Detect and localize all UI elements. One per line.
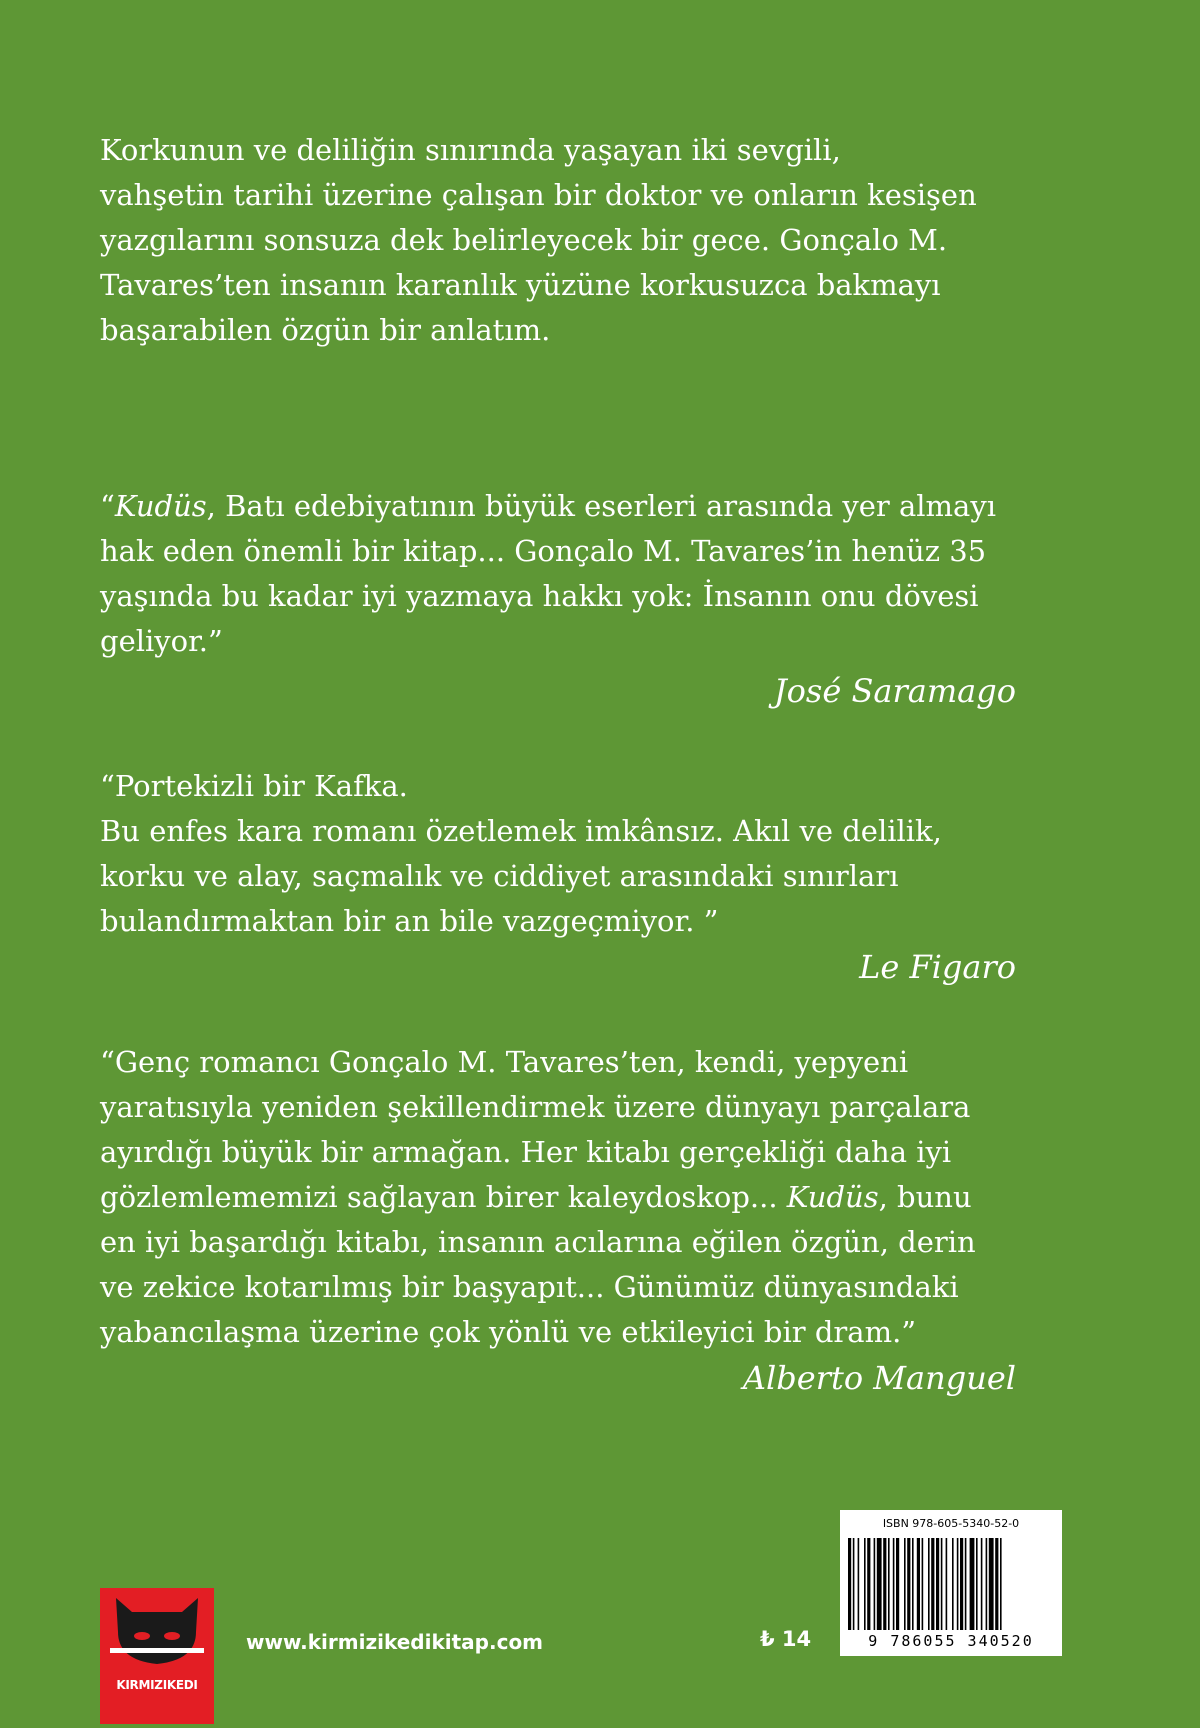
quote-text: hak eden önemli bir kitap... Gonçalo M. Tavares’in henüz 35 xyxy=(100,534,987,568)
quote-line xyxy=(100,1265,1020,1310)
book-title-italic: Kudüs xyxy=(786,1180,879,1214)
quote-text: korku ve alay, saçmalık ve ciddiyet arasındaki sınırları xyxy=(100,859,899,893)
review-author-le-figaro: Le Figaro xyxy=(859,948,1016,986)
barcode-bar xyxy=(986,1538,988,1630)
quote-text: ve zekice kotarılmış bir başyapıt... Günümüz dünyasındaki xyxy=(100,1270,959,1304)
barcode-bar xyxy=(957,1538,959,1630)
book-blurb xyxy=(100,128,1020,353)
publisher-logo xyxy=(100,1588,214,1724)
barcode-bar xyxy=(936,1538,939,1630)
book-title-italic: Kudüs xyxy=(114,489,207,523)
barcode-bar xyxy=(867,1538,870,1630)
barcode-bar xyxy=(931,1538,934,1630)
quote-line xyxy=(100,619,1020,664)
barcode-bar xyxy=(989,1538,994,1630)
barcode-bar xyxy=(928,1538,930,1630)
quote-text: “Genç romancı Gonçalo M. Tavares’ten, kendi, yepyeni xyxy=(100,1045,909,1079)
barcode-bar xyxy=(952,1538,954,1630)
barcode-bar xyxy=(960,1538,963,1630)
quote-text: geliyor.” xyxy=(100,624,223,658)
quote-line xyxy=(100,1085,1020,1130)
barcode-bar xyxy=(995,1538,998,1630)
barcode-bar xyxy=(970,1538,975,1630)
quote-text: gözlemlememizi sağlayan birer kaleydoskop... xyxy=(100,1180,787,1214)
quote-text: en iyi başardığı kitabı, insanın acılarına eğilen özgün, derin xyxy=(100,1225,976,1259)
barcode-bar xyxy=(976,1538,978,1630)
review-author-manguel: Alberto Manguel xyxy=(742,1359,1016,1397)
barcode-bar xyxy=(896,1538,899,1630)
barcode-bar xyxy=(981,1538,983,1630)
quote-text: yaratısıyla yeniden şekillendirmek üzere dünyayı parçalara xyxy=(100,1090,971,1124)
quote-line xyxy=(100,484,1020,529)
review-author-saramago: José Saramago xyxy=(773,672,1016,710)
barcode-bar xyxy=(907,1538,910,1630)
quote-text: , bunu xyxy=(878,1180,972,1214)
cat-logo-icon xyxy=(100,1588,214,1724)
barcode-bar xyxy=(888,1538,890,1630)
quote-text: Bu enfes kara romanı özetlemek imkânsız. Akıl ve delilik, xyxy=(100,814,942,848)
barcode-bar xyxy=(893,1538,895,1630)
review-quote-manguel xyxy=(100,1040,1020,1355)
publisher-logo-text: KIRMIZIKEDI xyxy=(116,1678,198,1692)
barcode-icon xyxy=(848,1538,1054,1630)
barcode-bar xyxy=(917,1538,920,1630)
barcode-bar xyxy=(858,1538,860,1630)
barcode-bar xyxy=(904,1538,906,1630)
barcode-bar xyxy=(941,1538,943,1630)
blurb-line: Korkunun ve deliliğin sınırında yaşayan iki sevgili, xyxy=(100,133,841,167)
barcode-bar xyxy=(946,1538,948,1630)
isbn-barcode xyxy=(840,1510,1062,1656)
quote-text: bulandırmaktan bir an bile vazgeçmiyor. ” xyxy=(100,904,719,938)
quote-line xyxy=(100,764,1020,809)
quote-line xyxy=(100,1175,1020,1220)
barcode-digits: 9 786055 340520 xyxy=(868,1632,1034,1650)
barcode-bar xyxy=(965,1538,967,1630)
quote-text: yaşında bu kadar iyi yazmaya hakkı yok: İnsanın onu dövesi xyxy=(100,579,979,613)
quote-line xyxy=(100,529,1020,574)
blurb-line: vahşetin tarihi üzerine çalışan bir doktor ve onların kesişen xyxy=(100,178,977,212)
quote-text: “ xyxy=(100,489,115,523)
quote-line xyxy=(100,1310,1020,1355)
barcode-bar xyxy=(874,1538,876,1630)
publisher-website: www.kirmizikedikitap.com xyxy=(246,1630,544,1654)
blurb-line: başarabilen özgün bir anlatım. xyxy=(100,313,551,347)
quote-text: yabancılaşma üzerine çok yönlü ve etkileyici bir dram.” xyxy=(100,1315,917,1349)
blurb-line: yazgılarını sonsuza dek belirleyecek bir gece. Gonçalo M. xyxy=(100,223,948,257)
quote-line xyxy=(100,1040,1020,1085)
price-label: ₺ 14 xyxy=(760,1627,812,1651)
quote-line xyxy=(100,899,1020,944)
quote-text: ayırdığı büyük bir armağan. Her kitabı gerçekliği daha iyi xyxy=(100,1135,952,1169)
barcode-bar xyxy=(912,1538,914,1630)
barcode-bar xyxy=(883,1538,886,1630)
isbn-label: ISBN 978-605-5340-52-0 xyxy=(882,1517,1020,1530)
barcode-bar xyxy=(1000,1538,1002,1630)
quote-line xyxy=(100,574,1020,619)
barcode-bar xyxy=(853,1538,855,1630)
review-quote-saramago xyxy=(100,484,1020,664)
barcode-bar xyxy=(864,1538,866,1630)
barcode-bar xyxy=(848,1538,851,1630)
quote-line xyxy=(100,1220,1020,1265)
barcode-bar xyxy=(922,1538,924,1630)
quote-line xyxy=(100,1130,1020,1175)
review-quote-le-figaro xyxy=(100,764,1020,944)
quote-line xyxy=(100,809,1020,854)
blurb-line: Tavares’ten insanın karanlık yüzüne korkusuzca bakmayı xyxy=(100,268,941,302)
barcode-bar xyxy=(877,1538,882,1630)
quote-line xyxy=(100,854,1020,899)
quote-text: “Portekizli bir Kafka. xyxy=(100,769,408,803)
quote-text: , Batı edebiyatının büyük eserleri arasında yer almayı xyxy=(206,489,996,523)
